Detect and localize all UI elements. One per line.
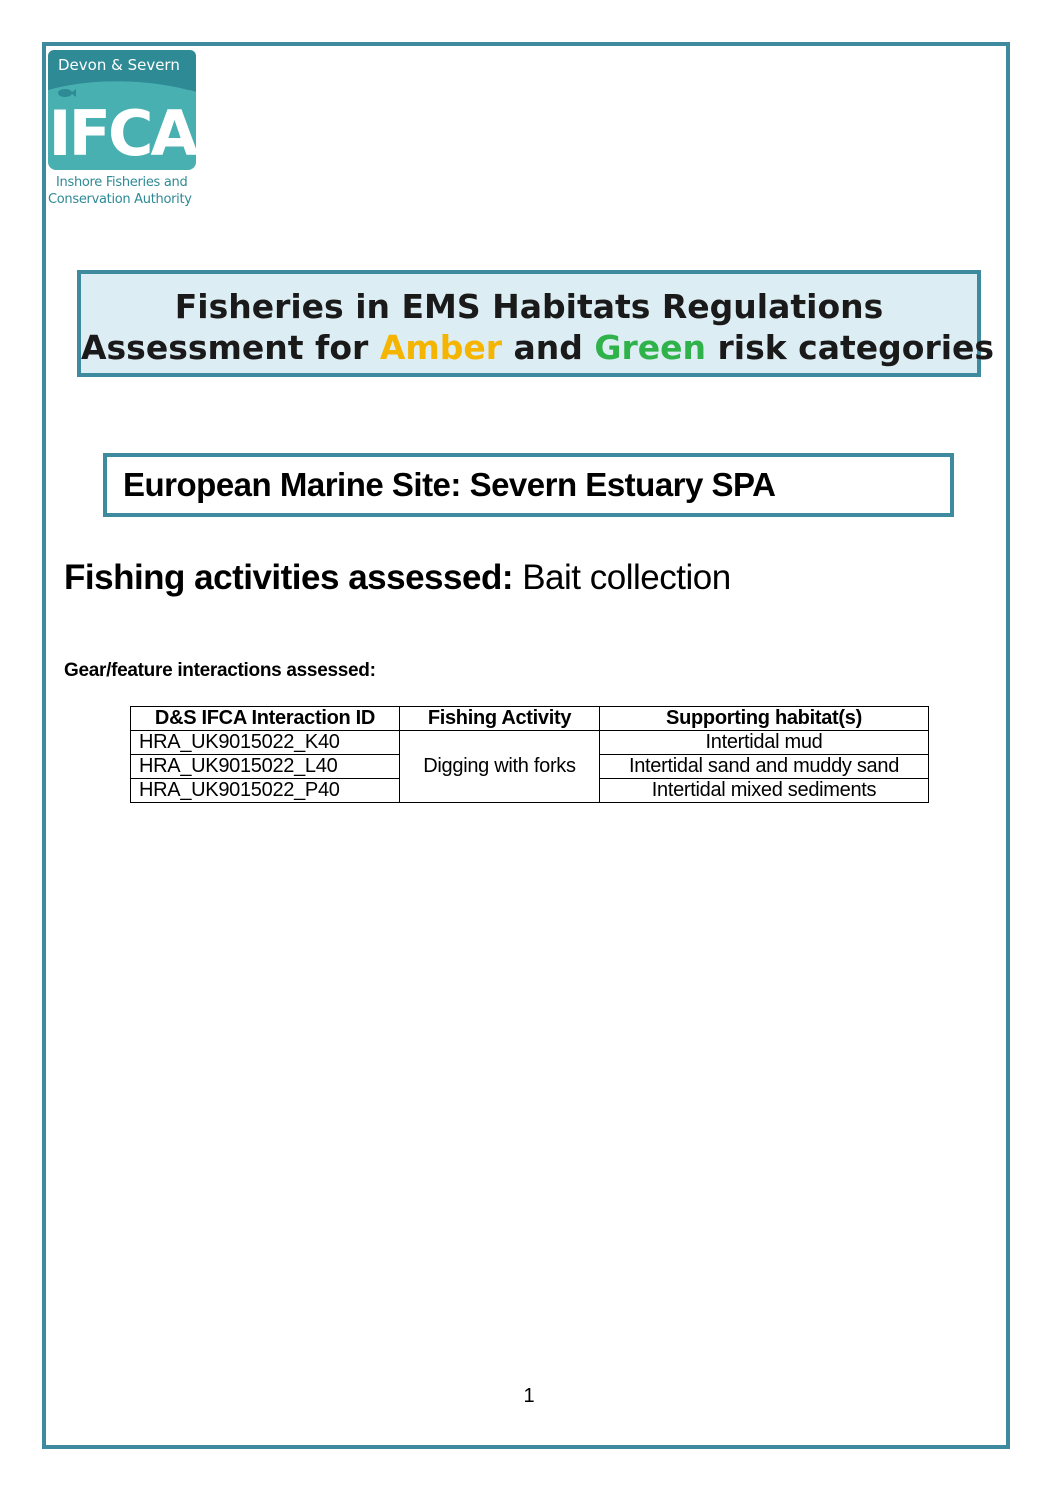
ifca-logo: [48, 50, 198, 210]
table-header-row: [131, 707, 929, 731]
activities-label: Fishing activities assessed:: [64, 558, 513, 597]
header-interaction-id: D&S IFCA Interaction ID: [131, 707, 400, 731]
logo-subtitle-line2: Conservation Authority: [48, 192, 192, 207]
interaction-id-cell: HRA_UK9015022_K40: [131, 731, 400, 755]
habitat-cell: Intertidal sand and muddy sand: [600, 755, 929, 779]
title-line-1: Fisheries in EMS Habitats Regulations: [174, 287, 884, 326]
title-line-2-prefix: Assessment for: [81, 328, 380, 367]
habitat-cell: Intertidal mud: [600, 731, 929, 755]
header-fishing-activity: Fishing Activity: [400, 707, 600, 731]
site-name: European Marine Site: Severn Estuary SPA: [123, 466, 776, 503]
green-label: Green: [594, 328, 707, 367]
habitat-cell: Intertidal mixed sediments: [600, 779, 929, 803]
interaction-id-cell: HRA_UK9015022_L40: [131, 755, 400, 779]
document-title-box: [77, 270, 995, 377]
fishing-activity-cell: Digging with forks: [400, 731, 600, 803]
activities-value: Bait collection: [512, 558, 731, 597]
logo-main-panel: [48, 98, 196, 170]
interaction-id-cell: HRA_UK9015022_P40: [131, 779, 400, 803]
title-line-2-suffix: risk categories: [706, 328, 995, 367]
title-line-2-mid: and: [502, 328, 595, 367]
site-box: [103, 453, 954, 517]
logo-acronym: IFCA: [48, 97, 196, 170]
header-supporting-habitat: Supporting habitat(s): [600, 707, 929, 731]
logo-subtitle-line1: Inshore Fisheries and: [56, 175, 188, 190]
amber-label: Amber: [379, 328, 503, 367]
gear-interactions-heading: Gear/feature interactions assessed:: [64, 660, 376, 681]
logo-region-text: Devon & Severn: [58, 56, 180, 74]
page-number: 1: [523, 1385, 535, 1407]
table-row: [131, 731, 929, 755]
interactions-table: [130, 706, 929, 803]
title-line-2: [81, 327, 995, 368]
logo-subtitle: [48, 174, 198, 208]
fishing-activities: [64, 558, 731, 598]
fish-icon: [58, 88, 76, 98]
